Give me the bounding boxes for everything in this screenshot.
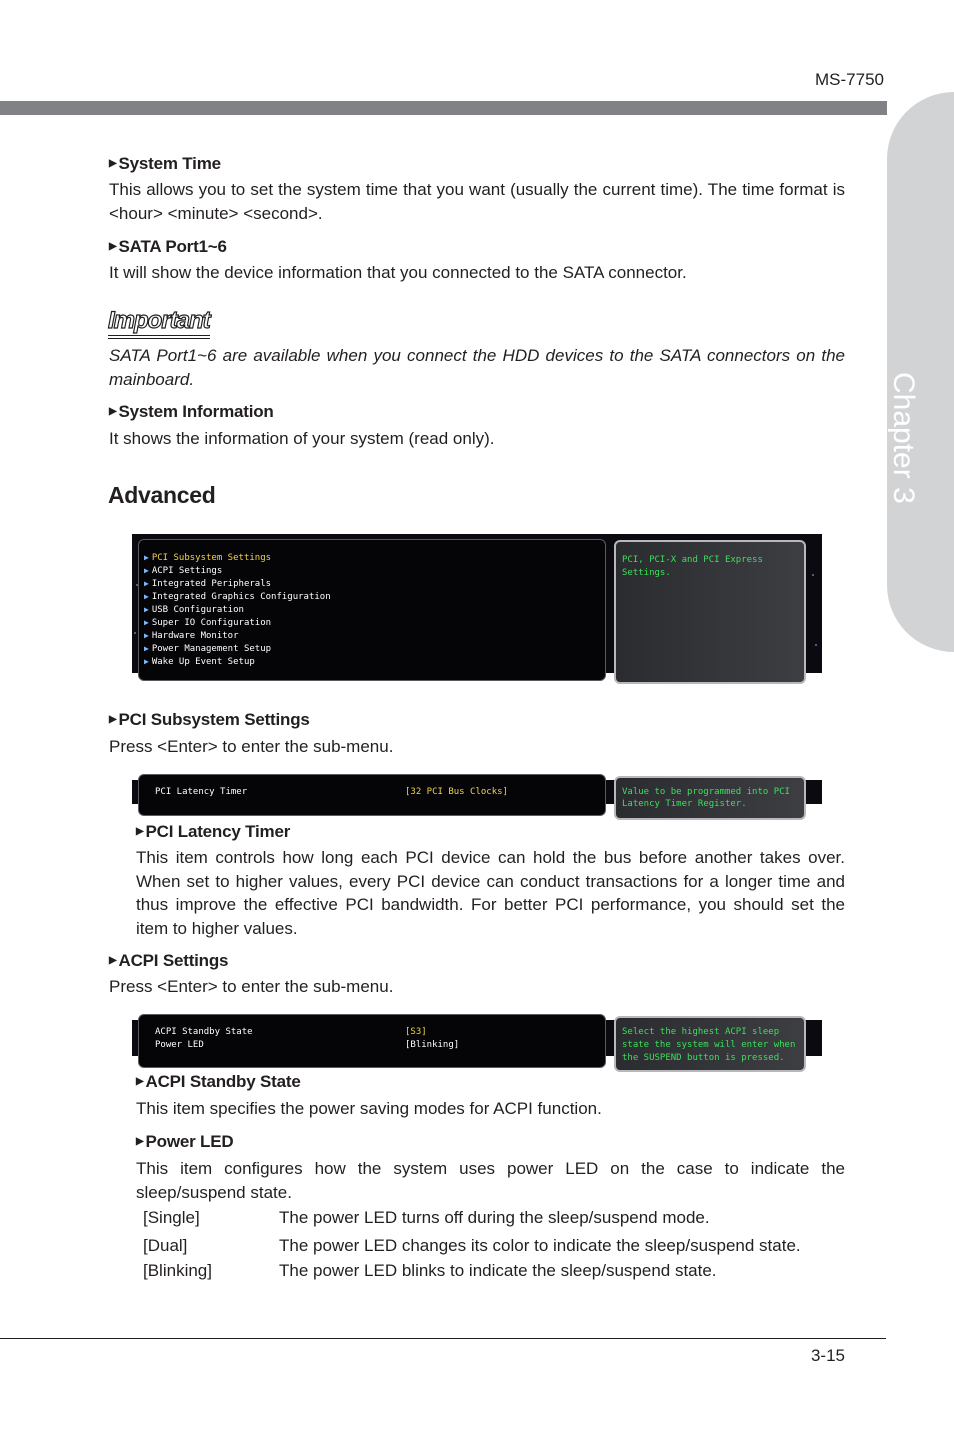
heading-text: ACPI Standby State	[145, 1072, 301, 1091]
option-key: [Single]	[143, 1208, 200, 1227]
bios-advanced-screenshot	[132, 534, 822, 673]
section-heading-system-time	[109, 154, 221, 174]
bios-menu-item-label: Power Management Setup	[151, 644, 272, 654]
bios-menu-item-label: USB Configuration	[151, 605, 244, 615]
system-info-description: It shows the information of your system (read only).	[109, 429, 495, 448]
power-led-description: This item configures how the system uses power LED on the case to indicate the sleep/suspend state.	[136, 1159, 845, 1202]
option-desc: The power LED changes its color to indicate the sleep/suspend state.	[279, 1235, 801, 1255]
bios-menu-panel	[138, 774, 606, 816]
arrow-icon: ▶	[144, 566, 149, 575]
star-dot	[815, 644, 817, 646]
triangle-bullet-icon: ▶	[109, 955, 117, 966]
bios-menu-item[interactable]	[144, 579, 271, 589]
bios-help-line: Settings.	[622, 568, 671, 578]
heading-text: SATA Port1~6	[118, 237, 227, 256]
section-heading-acpi-settings	[109, 951, 228, 971]
bios-acpi-screenshot	[132, 1020, 822, 1063]
section-heading-power-led	[136, 1132, 233, 1152]
bios-setting-name[interactable]: ACPI Standby State	[155, 1027, 253, 1037]
section-heading-pci-subsystem	[109, 710, 310, 730]
power-led-options-table	[143, 1206, 845, 1283]
triangle-bullet-icon: ▶	[136, 826, 144, 837]
section-heading-system-info	[109, 402, 274, 422]
bios-pci-screenshot	[132, 780, 822, 809]
table-row	[143, 1206, 845, 1230]
bios-help-panel	[614, 540, 806, 684]
arrow-icon: ▶	[144, 579, 149, 588]
star-dot	[134, 632, 136, 634]
bios-menu-item[interactable]	[144, 618, 271, 628]
heading-text: System Information	[118, 402, 274, 421]
bios-menu-item-label: Super IO Configuration	[151, 618, 272, 628]
important-note	[109, 344, 845, 391]
option-desc: The power LED turns off during the sleep/suspend mode.	[279, 1208, 710, 1227]
option-key: [Dual]	[143, 1235, 188, 1255]
sata-port-description: It will show the device information that you connected to the SATA connector.	[109, 263, 687, 282]
bios-menu-panel	[138, 1014, 606, 1068]
bios-help-line: Value to be programmed into PCI	[622, 787, 790, 797]
arrow-icon: ▶	[144, 618, 149, 627]
star-dot	[812, 574, 814, 576]
note-text: are available when you connect the HDD devices to the SATA connectors on the mainboard.	[109, 346, 846, 389]
arrow-icon: ▶	[144, 631, 149, 640]
bios-menu-item-label: Hardware Monitor	[151, 631, 239, 641]
acpi-standby-description: This item specifies the power saving modes for ACPI function.	[136, 1099, 602, 1118]
bios-setting-name[interactable]: PCI Latency Timer	[155, 787, 248, 797]
section-heading-sata-port	[109, 237, 227, 257]
bios-menu-item[interactable]	[144, 644, 271, 654]
important-label: Important	[108, 307, 210, 339]
bios-help-line: PCI, PCI-X and PCI Express	[622, 555, 763, 565]
system-time-description: This allows you to set the system time that you want (usually the current time). The time format is <hour> <minute> <second>.	[109, 180, 845, 223]
triangle-bullet-icon: ▶	[136, 1136, 144, 1147]
bios-menu-item[interactable]	[144, 605, 244, 615]
bios-menu-item[interactable]	[144, 657, 255, 667]
option-key: [Blinking]	[143, 1261, 212, 1280]
arrow-icon: ▶	[144, 657, 149, 666]
heading-text: ACPI Settings	[118, 951, 229, 970]
bios-help-line: Latency Timer Register.	[622, 799, 747, 809]
bios-menu-item-label: Integrated Graphics Configuration	[151, 592, 331, 602]
bios-menu-item-label: ACPI Settings	[151, 566, 223, 576]
bios-help-panel	[614, 1016, 806, 1072]
bios-menu-item-label: PCI Subsystem Settings	[151, 553, 272, 563]
acpi-settings-description: Press <Enter> to enter the sub-menu.	[109, 977, 394, 996]
bios-menu-panel	[138, 539, 606, 681]
page-number: 3-15	[810, 1346, 845, 1365]
table-row	[143, 1230, 845, 1258]
chapter-tab-label: Chapter 3	[887, 372, 920, 504]
heading-text: Power LED	[145, 1132, 234, 1151]
table-row	[143, 1257, 845, 1283]
bios-setting-name[interactable]: Power LED	[155, 1040, 204, 1050]
bios-menu-item-label: Wake Up Event Setup	[151, 657, 255, 667]
bios-menu-item[interactable]	[144, 553, 271, 563]
bios-setting-value[interactable]: [32 PCI Bus Clocks]	[405, 787, 508, 797]
bios-menu-item[interactable]	[144, 592, 331, 602]
bios-menu-item-label: Integrated Peripherals	[151, 579, 272, 589]
bios-help-line: Select the highest ACPI sleep	[622, 1027, 780, 1037]
heading-text: PCI Latency Timer	[145, 822, 291, 841]
triangle-bullet-icon: ▶	[109, 714, 117, 725]
section-heading-pci-latency	[136, 822, 290, 842]
triangle-bullet-icon: ▶	[109, 158, 117, 169]
bios-help-panel	[614, 776, 806, 820]
heading-text: System Time	[118, 154, 221, 173]
bios-menu-item[interactable]	[144, 566, 222, 576]
arrow-icon: ▶	[144, 605, 149, 614]
pci-latency-description: This item controls how long each PCI device can hold the bus before another takes over. When set to higher values, every PCI device can conduct transactions for a longer time and thus improve the effective PCI bandwidth. For better PCI performance, you should set the item to higher values.	[136, 848, 845, 938]
triangle-bullet-icon: ▶	[109, 406, 117, 417]
note-emphasis: SATA Port1~6	[109, 346, 217, 365]
triangle-bullet-icon: ▶	[109, 241, 117, 252]
arrow-icon: ▶	[144, 553, 149, 562]
bios-setting-value[interactable]: [S3]	[405, 1027, 427, 1037]
bios-help-line: state the system will enter when	[622, 1040, 796, 1050]
arrow-icon: ▶	[144, 644, 149, 653]
model-number: MS-7750	[815, 70, 884, 89]
triangle-bullet-icon: ▶	[136, 1076, 144, 1087]
section-heading-acpi-standby	[136, 1072, 301, 1092]
footer-rule	[0, 1338, 886, 1339]
bios-help-line: the SUSPEND button is pressed.	[622, 1053, 785, 1063]
pci-subsystem-description: Press <Enter> to enter the sub-menu.	[109, 737, 394, 756]
arrow-icon: ▶	[144, 592, 149, 601]
option-desc: The power LED blinks to indicate the sleep/suspend state.	[279, 1261, 717, 1280]
bios-setting-value[interactable]: [Blinking]	[405, 1040, 460, 1050]
advanced-heading: Advanced	[108, 482, 216, 508]
bios-menu-item[interactable]	[144, 631, 239, 641]
heading-text: PCI Subsystem Settings	[118, 710, 310, 729]
header-bar	[0, 101, 887, 115]
